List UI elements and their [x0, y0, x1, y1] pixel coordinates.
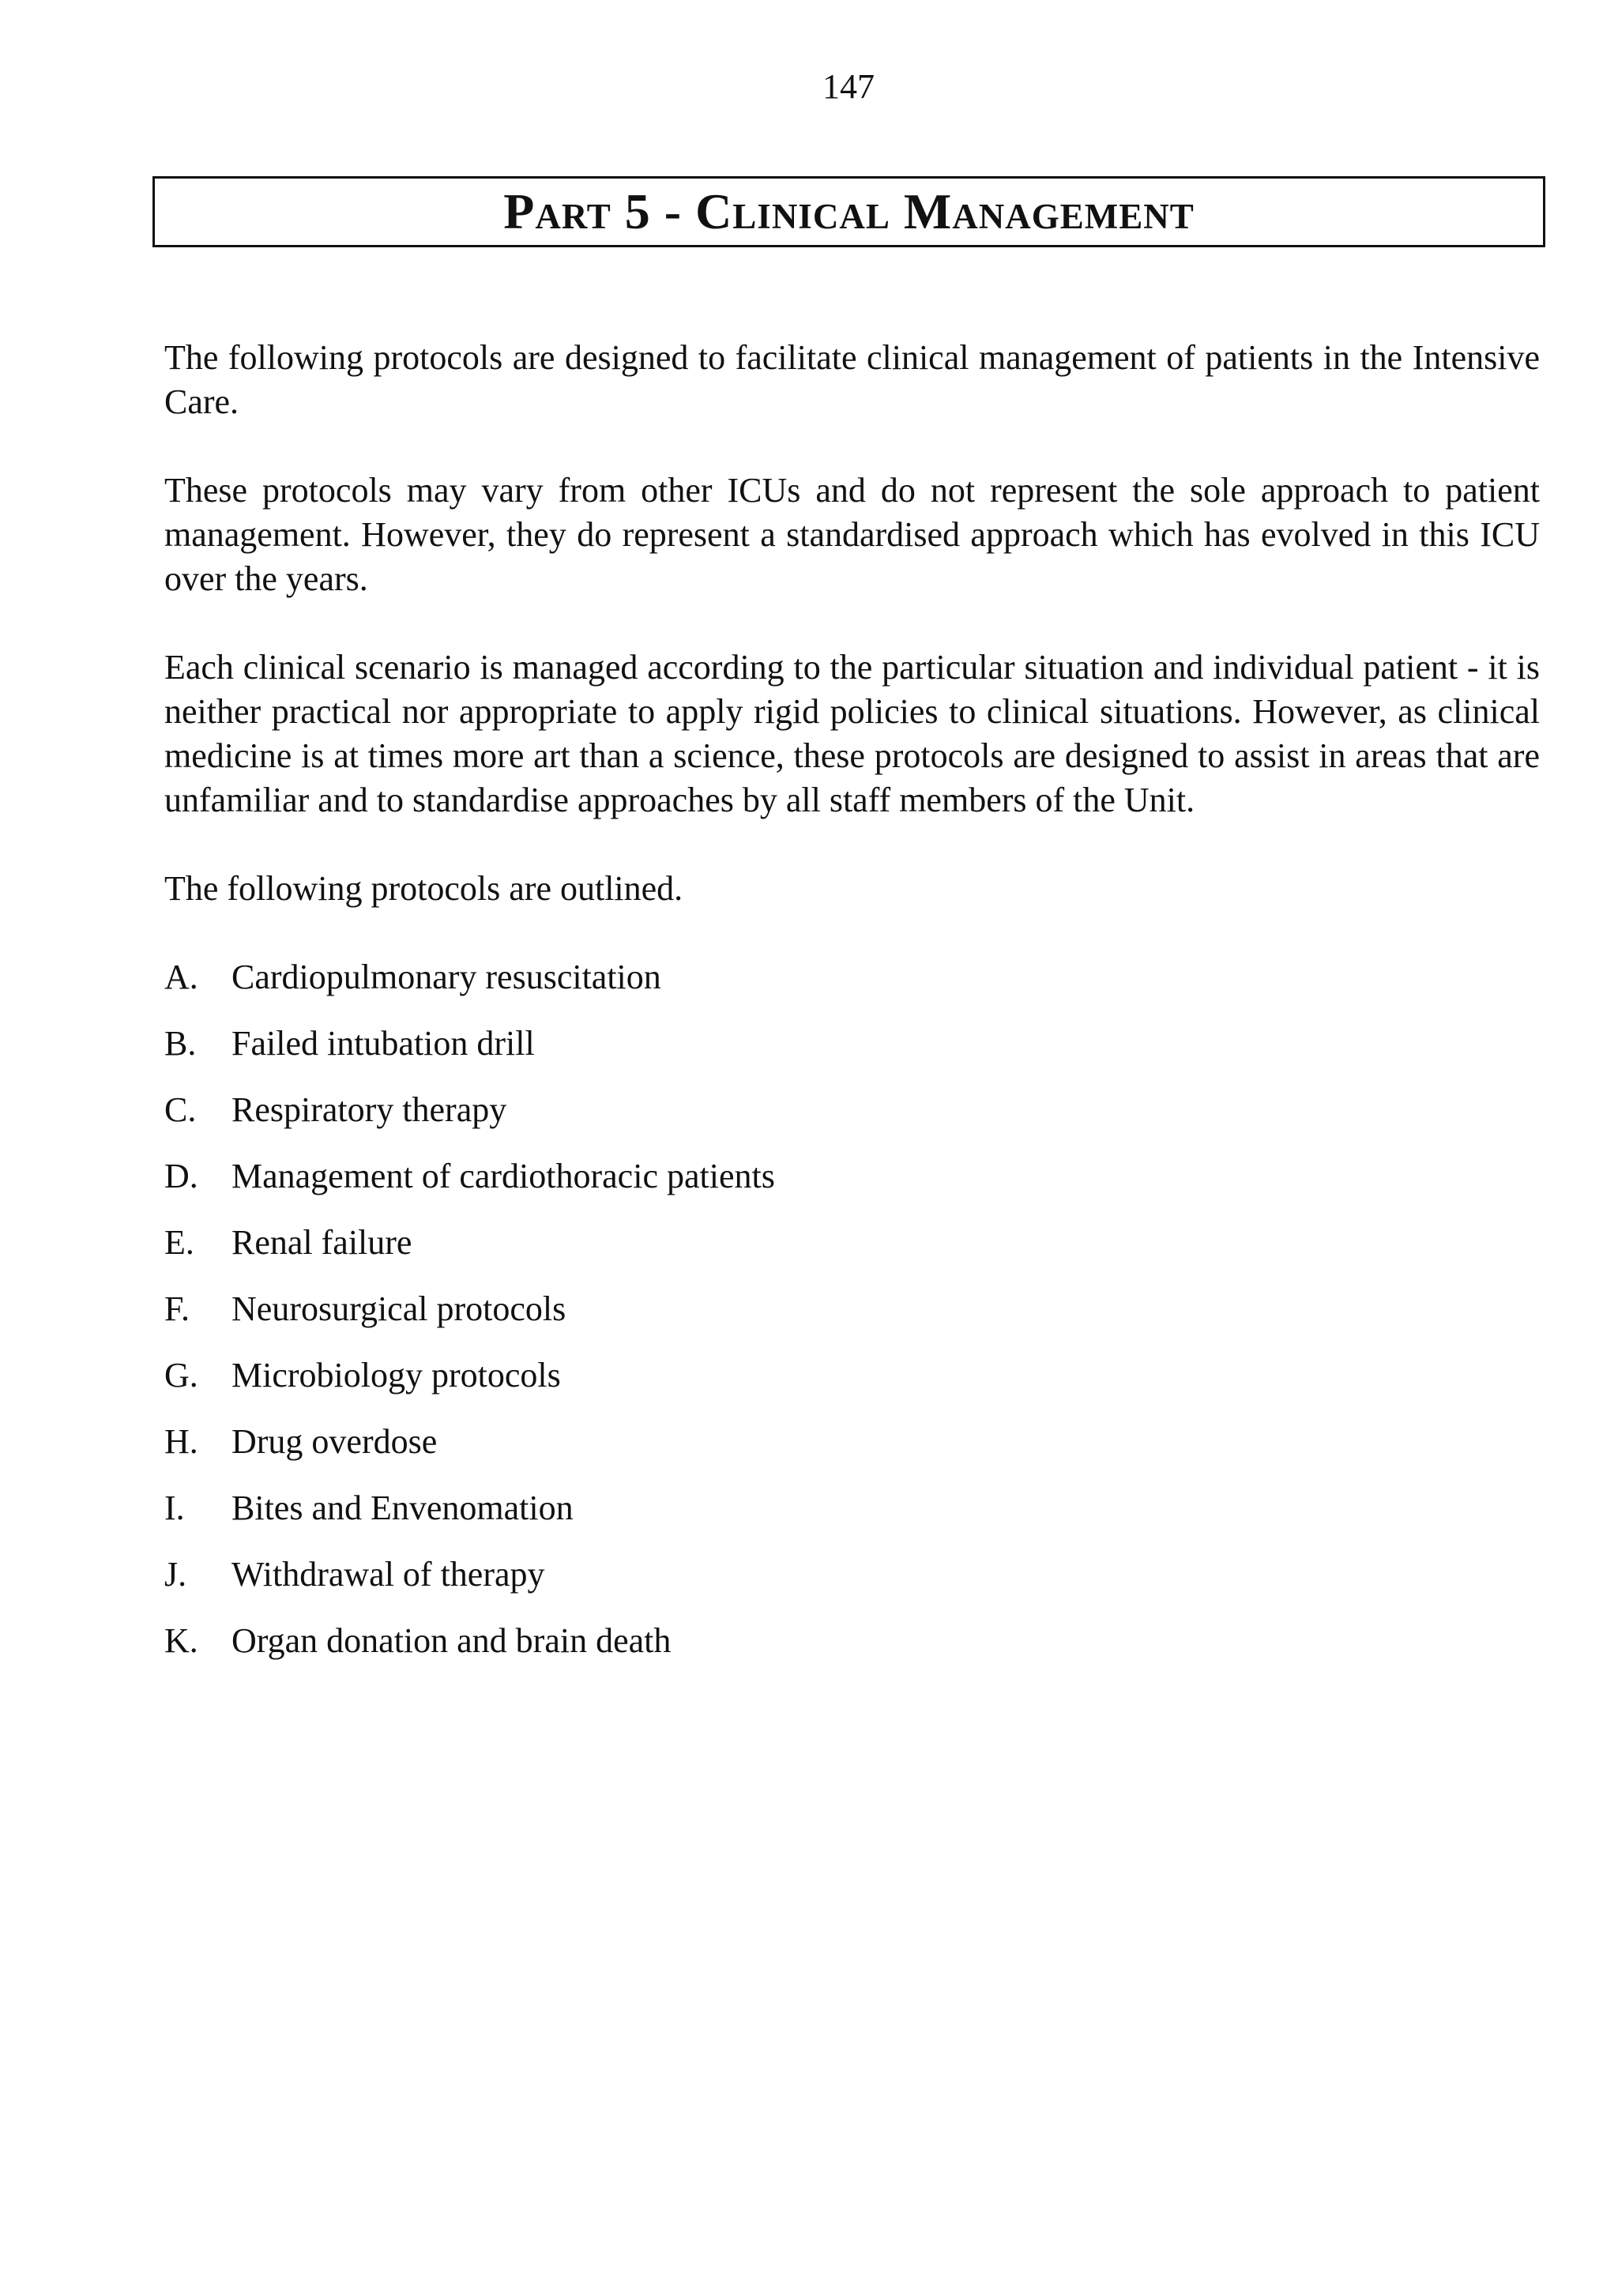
list-item-letter: E.: [164, 1223, 194, 1262]
list-item: [164, 1154, 1540, 1199]
list-item-text: Respiratory therapy: [231, 1090, 507, 1129]
list-item-letter: G.: [164, 1356, 198, 1395]
list-item: [164, 1619, 1540, 1663]
variation-paragraph: These protocols may vary from other ICUs and do not represent the sole approach to patient management. However, they do represent a standardised approach which has evolved in this ICU over the years.: [164, 471, 1540, 598]
list-item-letter: J.: [164, 1555, 187, 1594]
list-item-letter: C.: [164, 1090, 197, 1129]
list-item-letter: K.: [164, 1621, 198, 1660]
list-item: [164, 1486, 1540, 1530]
section-title-box: [152, 176, 1545, 247]
list-item-text: Drug overdose: [231, 1422, 438, 1461]
section-title: Part 5 - Clinical Management: [503, 183, 1195, 239]
list-item: [164, 1353, 1540, 1398]
list-item: [164, 955, 1540, 999]
page-number: 147: [822, 67, 875, 106]
outline-intro-paragraph: The following protocols are outlined.: [164, 869, 683, 908]
intro-paragraph: The following protocols are designed to facilitate clinical management of patients in the Intensive Care.: [164, 338, 1540, 421]
list-item-letter: D.: [164, 1157, 198, 1195]
list-item: [164, 1022, 1540, 1066]
list-item-text: Bites and Envenomation: [231, 1489, 574, 1527]
list-item: [164, 1553, 1540, 1597]
list-item-text: Neurosurgical protocols: [231, 1289, 566, 1328]
list-item: [164, 1420, 1540, 1464]
list-item-text: Failed intubation drill: [231, 1024, 535, 1063]
list-item-letter: H.: [164, 1422, 198, 1461]
list-item-letter: B.: [164, 1024, 197, 1063]
list-item-text: Organ donation and brain death: [231, 1621, 672, 1660]
list-item-text: Microbiology protocols: [231, 1356, 561, 1395]
list-item-text: Withdrawal of therapy: [231, 1555, 545, 1594]
list-item: [164, 1287, 1540, 1331]
list-item-text: Management of cardiothoracic patients: [231, 1157, 775, 1195]
protocol-list: [164, 955, 1540, 1663]
list-item-text: Renal failure: [231, 1223, 412, 1262]
list-item-letter: F.: [164, 1289, 190, 1328]
scenario-paragraph: Each clinical scenario is managed according to the particular situation and individual patient - it is neither practical nor appropriate to apply rigid policies to clinical situations. However, as clinical medicine is at times more art than a science, these protocols are designed to assist in areas that are unfamiliar and to standardise approaches by all staff members of the Unit.: [164, 648, 1540, 819]
list-item-letter: A.: [164, 958, 198, 996]
page-content: [164, 336, 1540, 1685]
list-item-letter: I.: [164, 1489, 185, 1527]
list-item: [164, 1088, 1540, 1132]
list-item-text: Cardiopulmonary resuscitation: [231, 958, 661, 996]
list-item: [164, 1221, 1540, 1265]
